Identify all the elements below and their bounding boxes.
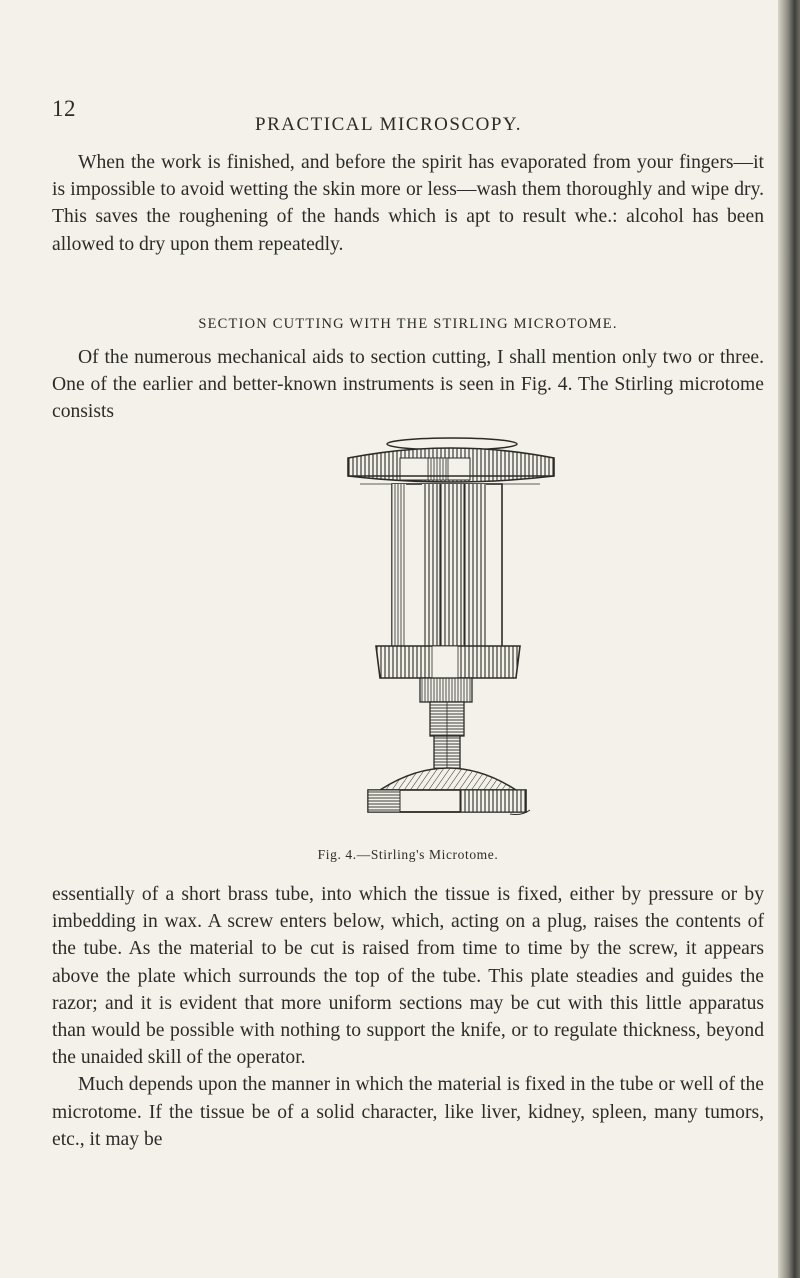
paragraph-fixing-material: Much depends upon the manner in which the material is fixed in the tube or well of the microtome. If the tissue be of a solid character, like liver, kidney, spleen, many tumors, etc., it may be xyxy=(52,1074,764,1150)
running-title: PRACTICAL MICROSCOPY. xyxy=(255,114,522,135)
section-heading: SECTION CUTTING WITH THE STIRLING MICROTOME. xyxy=(198,316,618,332)
microtome-illustration xyxy=(340,428,560,823)
paragraph-wash-hands: When the work is finished, and before the spirit has evaporated from your fingers—it is impossible to avoid wetting the skin more or less—wash them thoroughly and wipe dry. This saves the roughening of the hands which is apt to result whe.: alcohol has been allowed to dry upon them repeatedly. xyxy=(52,152,764,255)
microtome-engraving xyxy=(340,428,560,823)
text-block-section xyxy=(52,344,764,426)
text-block-description xyxy=(52,881,764,1153)
text-block-intro xyxy=(52,149,764,258)
paragraph-tube-description: essentially of a short brass tube, into which the tissue is fixed, either by pressure or by imbedding in wax. A screw enters below, which, acting on a plug, raises the contents of the tube. As the material to be cut is raised from time to time by the screw, it appears above the plate which surrounds the top of the tube. This plate steadies and guides the razor; and it is evident that more uniform sections may be cut with this little apparatus than would be possible with nothing to support the knife, or to regulate thickness, beyond the unaided skill of the operator. xyxy=(52,884,764,1069)
paragraph-mechanical-aids: Of the numerous mechanical aids to section cutting, I shall mention only two or three. One of the earlier and better-known instruments is seen in Fig. 4. The Stirling microtome consists xyxy=(52,347,764,423)
page-number: 12 xyxy=(52,96,76,121)
figure-caption: Fig. 4.—Stirling's Microtome. xyxy=(317,847,499,862)
book-binding-edge xyxy=(778,0,800,1278)
